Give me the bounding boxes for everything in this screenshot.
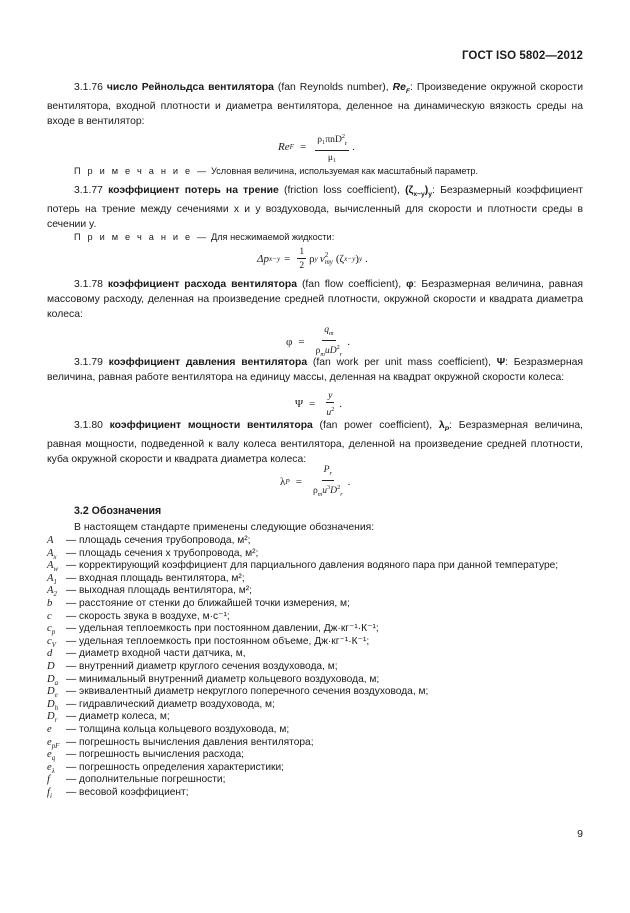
- symbol-list-item: [47, 737, 607, 750]
- symbol-description: — погрешность вычисления расхода;: [66, 749, 244, 761]
- symbol-description: — площадь сечения трубопровода, м²;: [66, 535, 251, 546]
- symbol-cell: $e_\lambda$: [47, 761, 55, 775]
- formula-pressure-coefficient: Ψ = $\frac{y}{u^2}$ .: [295, 390, 343, 419]
- symbol-list-item: [47, 598, 607, 611]
- standard-header: ГОСТ ISO 5802—2012: [461, 50, 583, 62]
- symbol: $(\zeta_{x-y})_y$: [405, 185, 432, 199]
- definition-text: : Произведение окружной скорости вентилятора, входной плотности и диаметра вентилятора, деленное на динамическую вязкость среды на входе в вентилятор:: [47, 82, 583, 128]
- section-heading-3-2: 3.2 Обозначения: [74, 505, 162, 517]
- formula-flow-coefficient: φ = $\frac{q_m}{\rho_muD^2_r}$ .: [286, 324, 350, 358]
- symbols-intro: В настоящем стандарте применены следующие обозначения:: [74, 522, 375, 533]
- definition-3-1-78: 3.1.78 коэффициент расхода вентилятора (fan flow coefficient), φ: Безразмерная величина, равная массовому расходу, деленная на произведение средней плотности, окружной скорости и квадрата диаметра колеса:: [47, 279, 583, 321]
- symbol-description: — минимальный внутренний диаметр кольцевого воздуховода, м;: [66, 673, 380, 685]
- symbol-description: — удельная теплоемкость при постоянном давлении, Дж·кг⁻¹·К⁻¹;: [66, 623, 379, 635]
- symbol-description: — весовой коэффициент;: [66, 786, 189, 798]
- symbol-description: — диаметр входной части датчика, м,: [66, 648, 246, 660]
- symbol-list-item: [47, 573, 607, 586]
- symbol-description: — выходная площадь вентилятора, м²;: [66, 585, 252, 597]
- symbol-cell: $D_e$: [47, 686, 58, 700]
- symbol-cell: $c_p$: [47, 623, 56, 637]
- symbol-list-item: [47, 661, 607, 674]
- formula-friction-loss: Δp x−y = $\frac{1}{2}$ ρ y v 2 my (ζ x−y ) y .: [257, 246, 368, 271]
- formula-power-coefficient: λ P = $\frac{P_r}{\rho_mu^3D^2_r}$ .: [280, 464, 351, 498]
- symbol: φ: [406, 279, 414, 290]
- symbol-description: — погрешность определения характеристики;: [66, 761, 284, 773]
- symbol-description: — корректирующий коэффициент для парциального давления водяного пара при данной температуре;: [66, 560, 559, 572]
- symbol-list-item: [47, 762, 607, 775]
- definition-3-1-76: [47, 80, 583, 130]
- symbol-list-item: [47, 535, 607, 548]
- symbol: Ψ: [496, 357, 506, 368]
- symbol-list-item: [47, 585, 607, 598]
- symbol-list-item: [47, 636, 607, 649]
- symbol-description: — расстояние от стенки до ближайшей точки измерения, м;: [66, 597, 350, 609]
- symbol-cell: $e_q$: [47, 749, 56, 763]
- symbol-list-item: [47, 560, 607, 573]
- symbol-description: — площадь сечения x трубопровода, м²;: [66, 547, 259, 559]
- symbol-description: — внутренний диаметр круглого сечения воздуховода, м;: [66, 660, 338, 672]
- symbol-cell: D: [47, 660, 55, 672]
- symbol-list-item: [47, 674, 607, 687]
- formula-reynolds: Re F = $\frac{\rho_1\pi nD^2_r}{\text{μ₁}}$ .: [278, 133, 355, 164]
- symbol-list-item: [47, 611, 607, 624]
- symbol-cell: $D_r$: [47, 711, 58, 725]
- symbol-description: — диаметр колеса, м;: [66, 711, 170, 723]
- definition-3-1-80: 3.1.80 коэффициент мощности вентилятора (fan power coefficient), $\lambda_P$: Безразмерная величина, равная мощности, подведенной к валу колеса вентилятора, деленной на произведение средней плотности, куба окружной скорости и квадрата диаметра колеса:: [47, 420, 583, 466]
- symbol-cell: $e_{pF}$: [47, 736, 60, 750]
- symbol-list-item: [47, 648, 607, 661]
- symbol-cell: e: [47, 723, 52, 735]
- symbol-description: — входная площадь вентилятора, м²;: [66, 572, 245, 584]
- symbol-cell: $f_i$: [47, 786, 52, 800]
- symbol-list-item: [47, 686, 607, 699]
- symbol-cell: b: [47, 597, 53, 609]
- symbol-description: — эквивалентный диаметр некруглого поперечного сечения воздуховода, м;: [66, 686, 429, 698]
- english-term: (fan Reynolds number),: [277, 82, 389, 93]
- symbols-list: [47, 535, 607, 799]
- definition-3-1-79: 3.1.79 коэффициент давления вентилятора (fan work per unit mass coefficient), Ψ: Безразмерная величина, равная работе вентилятора на единицу массы, деленная на квадрат окружной скорости колеса:: [47, 357, 583, 384]
- symbol-cell: $D_a$: [47, 673, 59, 687]
- note-3-1-76: П р и м е ч а н и е — Условная величина, используемая как масштабный параметр.: [74, 166, 479, 176]
- symbol-list-item: [47, 699, 607, 712]
- symbol-cell: $A_1$: [47, 572, 57, 586]
- symbol-cell: $c_V$: [47, 635, 56, 649]
- symbol-description: — толщина кольца кольцевого воздуховода, м;: [66, 723, 290, 735]
- definition-3-1-77: 3.1.77 коэффициент потерь на трение (friction loss coefficient), $(\zeta_{x-y})_y$: Безразмерный коэффициент потерь на трение между сечениями x и y воздуховода, вычисленный для скорости и плотности среды в сечении y.: [47, 185, 583, 231]
- symbol-list-item: [47, 787, 607, 800]
- symbol: $Re_F$: [392, 82, 411, 96]
- symbol-cell: c: [47, 610, 52, 622]
- symbol-cell: d: [47, 648, 53, 660]
- note-3-1-77: П р и м е ч а н и е — Для несжимаемой жидкости:: [74, 232, 335, 242]
- symbol-cell: $D_h$: [47, 698, 59, 712]
- symbol-cell: A: [47, 535, 54, 546]
- symbol-list-item: [47, 724, 607, 737]
- symbol-cell: f: [47, 774, 50, 786]
- symbol-description: — гидравлический диаметр воздуховода, м;: [66, 698, 275, 710]
- symbol-description: — дополнительные погрешности;: [66, 774, 226, 786]
- term: число Рейнольдса вентилятора: [106, 82, 274, 93]
- clause-number: 3.1.76: [74, 82, 103, 93]
- symbol-cell: $A_w$: [47, 560, 59, 574]
- symbol-list-item: [47, 623, 607, 636]
- symbol-list-item: [47, 548, 607, 561]
- symbol-list-item: [47, 711, 607, 724]
- symbol-list-item: [47, 749, 607, 762]
- symbol: $\lambda_P$: [438, 420, 450, 434]
- symbol-list-item: [47, 774, 607, 787]
- page-number: 9: [577, 828, 583, 840]
- symbol-description: — погрешность вычисления давления вентилятора;: [66, 736, 314, 748]
- symbol-cell: $A_2$: [47, 585, 57, 599]
- symbol-cell: $A_x$: [47, 547, 57, 561]
- symbol-description: — удельная теплоемкость при постоянном объеме, Дж·кг⁻¹·К⁻¹;: [66, 635, 370, 647]
- symbol-description: — скорость звука в воздухе, м·с⁻¹;: [66, 610, 230, 622]
